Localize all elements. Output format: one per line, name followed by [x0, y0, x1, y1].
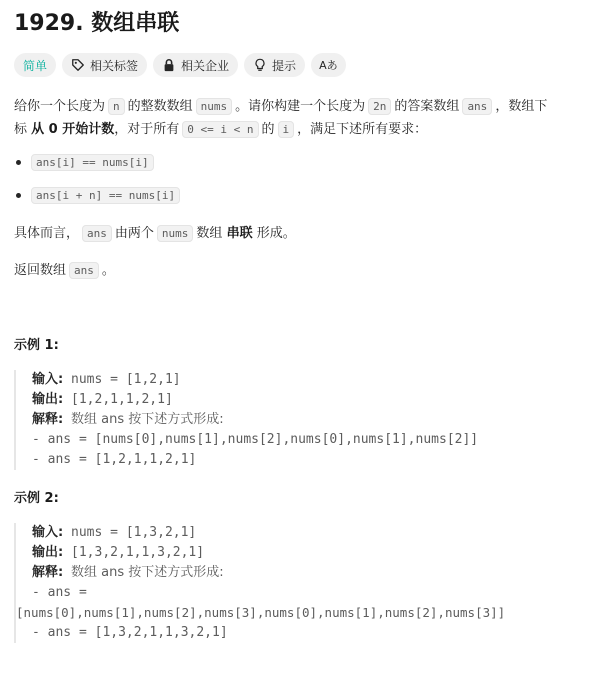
related-tags-label: 相关标签: [90, 58, 139, 73]
text: 数组: [196, 226, 223, 241]
text: 的答案数组: [394, 99, 460, 114]
lightbulb-icon: [253, 58, 267, 72]
explain-line: - ans = [1,2,1,1,2,1]: [32, 452, 197, 467]
text: 由两个: [114, 226, 154, 241]
code-ans: ans: [462, 98, 492, 115]
input-label: 输入:: [32, 372, 64, 387]
example-2-title: 示例 2:: [14, 491, 59, 506]
text: 。: [101, 263, 115, 278]
text: 形成。: [256, 226, 296, 241]
text: 。请你构建一个长度为: [235, 99, 366, 114]
description-paragraph-3: [14, 259, 584, 282]
example-2-block: [14, 523, 588, 643]
explain-line: [nums[0],nums[1],nums[2],nums[3],nums[0],nums[1],nums[2],nums[3]]: [16, 605, 506, 620]
input-value: nums = [1,2,1]: [71, 372, 181, 387]
requirement-item-2: [14, 187, 180, 204]
explain-text: 数组 ans 按下述方式形成:: [71, 412, 224, 427]
code-nums: nums: [157, 225, 194, 242]
code-requirement-1: ans[i] == nums[i]: [31, 154, 154, 171]
code-requirement-2: ans[i + n] == nums[i]: [31, 187, 180, 204]
bold-zero-index: 从 0 开始计数: [31, 122, 115, 137]
output-value: [1,3,2,1,1,3,2,1]: [71, 545, 205, 560]
description-paragraph-2: [14, 222, 584, 245]
text: 具体而言，: [14, 226, 80, 241]
description-paragraph-1: [14, 95, 584, 141]
text: ，满足下述所有要求：: [297, 122, 428, 137]
related-companies-label: 相关企业: [181, 58, 230, 73]
text: 的整数数组: [127, 99, 193, 114]
code-nums: nums: [196, 98, 233, 115]
lock-icon: [162, 58, 176, 72]
input-value: nums = [1,3,2,1]: [71, 525, 197, 540]
text: 返回数组: [14, 263, 67, 278]
explain-text: 数组 ans 按下述方式形成:: [71, 565, 224, 580]
explain-label: 解释:: [32, 412, 64, 427]
output-value: [1,2,1,1,2,1]: [71, 392, 173, 407]
code-n: n: [108, 98, 125, 115]
code-range: 0 <= i < n: [182, 121, 258, 138]
related-tags-button[interactable]: [62, 53, 147, 77]
translate-button[interactable]: [311, 53, 346, 77]
example-1-block: [14, 370, 588, 470]
code-i: i: [278, 121, 295, 138]
output-label: 输出:: [32, 392, 64, 407]
example-1-title: 示例 1:: [14, 338, 59, 353]
code-ans: ans: [69, 262, 99, 279]
related-companies-button[interactable]: [153, 53, 238, 77]
input-label: 输入:: [32, 525, 64, 540]
explain-line: - ans = [nums[0],nums[1],nums[2],nums[0],nums[1],nums[2]]: [32, 432, 479, 447]
text: 标: [14, 122, 28, 137]
hint-label: 提示: [272, 58, 297, 73]
explain-line: - ans =: [32, 585, 87, 600]
code-ans: ans: [82, 225, 112, 242]
tag-icon: [71, 58, 85, 72]
tag-bar: [14, 53, 346, 77]
text: ，对于所有: [114, 122, 180, 137]
problem-title: 1929. 数组串联: [14, 11, 180, 36]
bullet-dot: [16, 193, 21, 198]
text: 给你一个长度为: [14, 99, 106, 114]
text: 的: [261, 122, 275, 137]
difficulty-badge[interactable]: 简单: [14, 53, 56, 77]
explain-label: 解释:: [32, 565, 64, 580]
bullet-dot: [16, 160, 21, 165]
hint-button[interactable]: [244, 53, 305, 77]
translate-icon: Aあ: [319, 59, 338, 72]
text: ，数组下: [495, 99, 548, 114]
code-2n: 2n: [368, 98, 391, 115]
output-label: 输出:: [32, 545, 64, 560]
bold-concat: 串联: [226, 226, 253, 241]
requirement-item-1: [14, 154, 154, 171]
explain-line: - ans = [1,3,2,1,1,3,2,1]: [32, 625, 228, 640]
